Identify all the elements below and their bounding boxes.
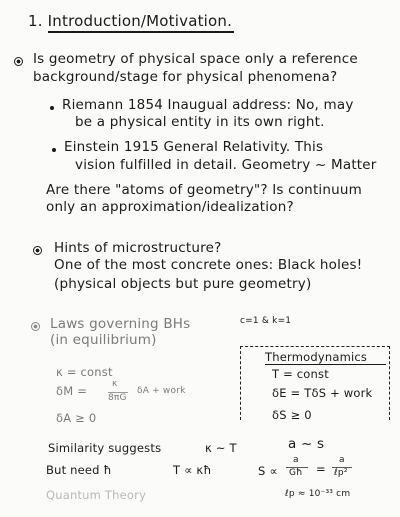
entropy-den-1: Għ xyxy=(289,468,303,478)
bh-law-2-den: 8πG xyxy=(108,393,127,403)
hints-line-2: One of the most concrete ones: Black holes! xyxy=(54,257,363,273)
sub-bullet-icon xyxy=(52,148,56,152)
question-line-2: background/stage for physical phenomena? xyxy=(33,69,338,85)
thermo-law-3: δS ≥ 0 xyxy=(272,408,312,422)
bh-law-2-num: κ xyxy=(112,379,118,389)
units-note: c=1 & k=1 xyxy=(240,316,292,326)
riemann-line-2: be a physical entity in its own right. xyxy=(75,114,325,130)
thermo-law-2: δE = TδS + work xyxy=(272,386,373,400)
einstein-line-2: vision fulfilled in detail. Geometry ~ Matter xyxy=(75,157,377,173)
thermo-title-underline xyxy=(265,364,386,365)
page-title: 1. Introduction/Motivation. xyxy=(28,12,233,30)
bullet-icon xyxy=(33,246,42,255)
quantum-theory-note: Quantum Theory xyxy=(46,488,147,502)
bh-law-3: δA ≥ 0 xyxy=(56,411,97,425)
riemann-line-1: Riemann 1854 Inaugual address: No, may xyxy=(62,97,354,113)
bh-law-2-left: δM = xyxy=(56,384,88,398)
atoms-line-1: Are there "atoms of geometry"? Is continuum xyxy=(46,182,363,198)
einstein-line-1: Einstein 1915 General Relativity. This xyxy=(64,139,324,155)
entropy-num-2: a xyxy=(339,455,345,465)
need-relation: T ∝ κħ xyxy=(173,463,212,477)
laws-title-2: (in equilibrium) xyxy=(50,332,157,348)
sub-bullet-icon xyxy=(50,106,54,110)
need-label: But need ħ xyxy=(46,463,112,477)
thermo-box-right xyxy=(389,346,390,420)
hints-line-3: (physical objects but pure geometry) xyxy=(54,276,312,292)
thermo-law-1: T = const xyxy=(272,367,329,381)
bullet-icon xyxy=(14,57,23,66)
planck-length: ℓp ≈ 10⁻³³ cm xyxy=(285,489,351,499)
similarity-relation: κ ~ T xyxy=(205,441,237,455)
question-line-1: Is geometry of physical space only a reference xyxy=(33,51,358,67)
entropy-equals: = xyxy=(316,462,326,476)
atoms-line-2: only an approximation/idealization? xyxy=(46,199,294,215)
thermo-title: Thermodynamics xyxy=(265,350,368,364)
title-underline xyxy=(48,31,234,33)
entropy-den-2: ℓp² xyxy=(334,468,348,478)
thermo-box-top xyxy=(240,346,390,347)
entropy-left: S ∝ xyxy=(258,464,278,478)
laws-title-1: Laws governing BHs xyxy=(50,316,191,332)
bullet-icon xyxy=(31,322,40,331)
similarity-label: Similarity suggests xyxy=(48,441,162,455)
thermo-box-left xyxy=(240,346,241,420)
area-entropy-relation: a ~ s xyxy=(288,436,325,452)
bh-law-2-right: δA + work xyxy=(137,386,186,396)
entropy-num-1: a xyxy=(293,455,299,465)
hints-line-1: Hints of microstructure? xyxy=(54,240,222,256)
bh-law-1: κ = const xyxy=(56,365,113,379)
